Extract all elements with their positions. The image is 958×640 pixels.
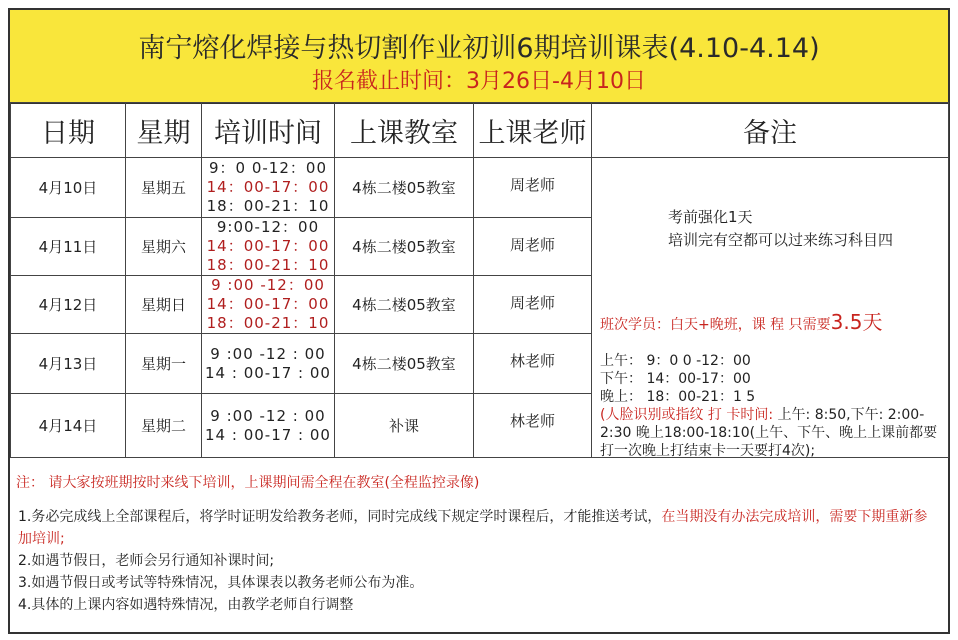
date-cell: 4月14日 [11,394,126,458]
remarks-line: 培训完有空都可以过来练习科目四 [668,231,894,249]
teacher-cell: 周老师 [474,158,592,218]
remarks-cell [592,158,949,458]
time-slot: 14：00-17：00 [206,237,330,255]
time-slot: 9:00-12：00 [216,218,320,236]
weekday-cell: 星期日 [126,276,202,334]
schedule-table [10,102,949,458]
room-cell: 4栋二楼05教室 [335,334,474,394]
list-item-text: 1.务必完成线上全部课程后，将学时证明发给教务老师，同时完成线下规定学时课程后，才能推送考试， [18,509,662,525]
time-slot: 9 :00 -12 : 00 [210,344,326,363]
col-header-date: 日期 [11,103,126,158]
list-item: 2.如遇节假日，老师会另行通知补课时间; [18,553,275,569]
room-cell: 补课 [335,394,474,458]
time-slot: 9 :00 -12：00 [211,276,325,294]
registration-deadline: 报名截止时间：3月26日-4月10日 [312,69,646,94]
list-item: 4.具体的上课内容如遇特殊情况，由教学老师自行调整 [18,597,354,613]
time-slot: 9 :00 -12 : 00 [210,406,326,425]
col-header-remarks: 备注 [592,103,949,158]
col-header-teacher: 上课老师 [474,103,592,158]
footer-notes [10,462,948,632]
teacher-cell: 林老师 [474,334,592,394]
time-cell [202,394,335,458]
list-item: 3.如遇节假日或考试等特殊情况，具体课表以教务老师公布为准。 [18,575,424,591]
date-cell: 4月10日 [11,158,126,218]
time-slot: 14：00-17：00 [206,295,330,313]
remarks-intro [668,206,893,252]
teacher-cell: 林老师 [474,394,592,458]
daily-schedule [600,352,948,460]
room-cell: 4栋二楼05教室 [335,158,474,218]
footer-warning: 注： 请大家按班期按时来线下培训，上课期间需全程在教室(全程监控录像) [16,475,480,491]
class-info-text: 班次学员：白天+晚班，课 程 只需要 [600,317,831,333]
date-cell: 4月12日 [11,276,126,334]
punch-label: (人脸识别或指纹 打 卡时间: [600,407,774,423]
col-header-weekday: 星期 [126,103,202,158]
col-header-time: 培训时间 [202,103,335,158]
time-slot: 18：00-21：10 [206,314,330,332]
schedule-sheet [8,8,950,634]
time-cell [202,158,335,218]
schedule-line: 下午： 14：00-17：00 [600,371,751,387]
table-row [11,158,949,218]
list-item-warning: 在当期没有办法完成培训，需要下期重新参加培训; [18,509,928,547]
punch-details: 上午: 8:50,下午: 2:00-2:30 晚上18:00-18:10(上午、下午、晚上上课前都要打一次晚上打结束卡一天要打4次); [600,407,938,459]
weekday-cell: 星期一 [126,334,202,394]
header-banner [10,10,948,104]
time-slot: 18：00-21：10 [206,197,330,215]
room-cell: 4栋二楼05教室 [335,218,474,276]
time-slot: 9：0 0-12：00 [209,159,327,177]
col-header-room: 上课教室 [335,103,474,158]
time-cell [202,276,335,334]
footer-list [18,506,938,616]
date-cell: 4月11日 [11,218,126,276]
time-cell [202,218,335,276]
teacher-cell: 周老师 [474,218,592,276]
schedule-line: 晚上： 18：00-21：1 5 [600,389,756,405]
class-days: 3.5天 [830,310,883,334]
time-slot: 14：00-17：00 [206,178,330,196]
table-header-row [11,103,949,158]
remarks-line: 考前强化1天 [668,208,753,226]
weekday-cell: 星期六 [126,218,202,276]
time-slot: 18：00-21：10 [206,256,330,274]
weekday-cell: 星期二 [126,394,202,458]
room-cell: 4栋二楼05教室 [335,276,474,334]
list-item [18,506,938,550]
teacher-cell: 周老师 [474,276,592,334]
date-cell: 4月13日 [11,334,126,394]
weekday-cell: 星期五 [126,158,202,218]
time-cell [202,334,335,394]
time-slot: 14 : 00-17 : 00 [205,425,331,444]
page-title: 南宁熔化焊接与热切割作业初训6期培训课表(4.10-4.14) [138,33,820,64]
class-info [600,306,882,335]
punch-info [600,406,948,460]
time-slot: 14 : 00-17 : 00 [205,363,331,382]
schedule-line: 上午： 9：0 0 -12：00 [600,353,751,369]
